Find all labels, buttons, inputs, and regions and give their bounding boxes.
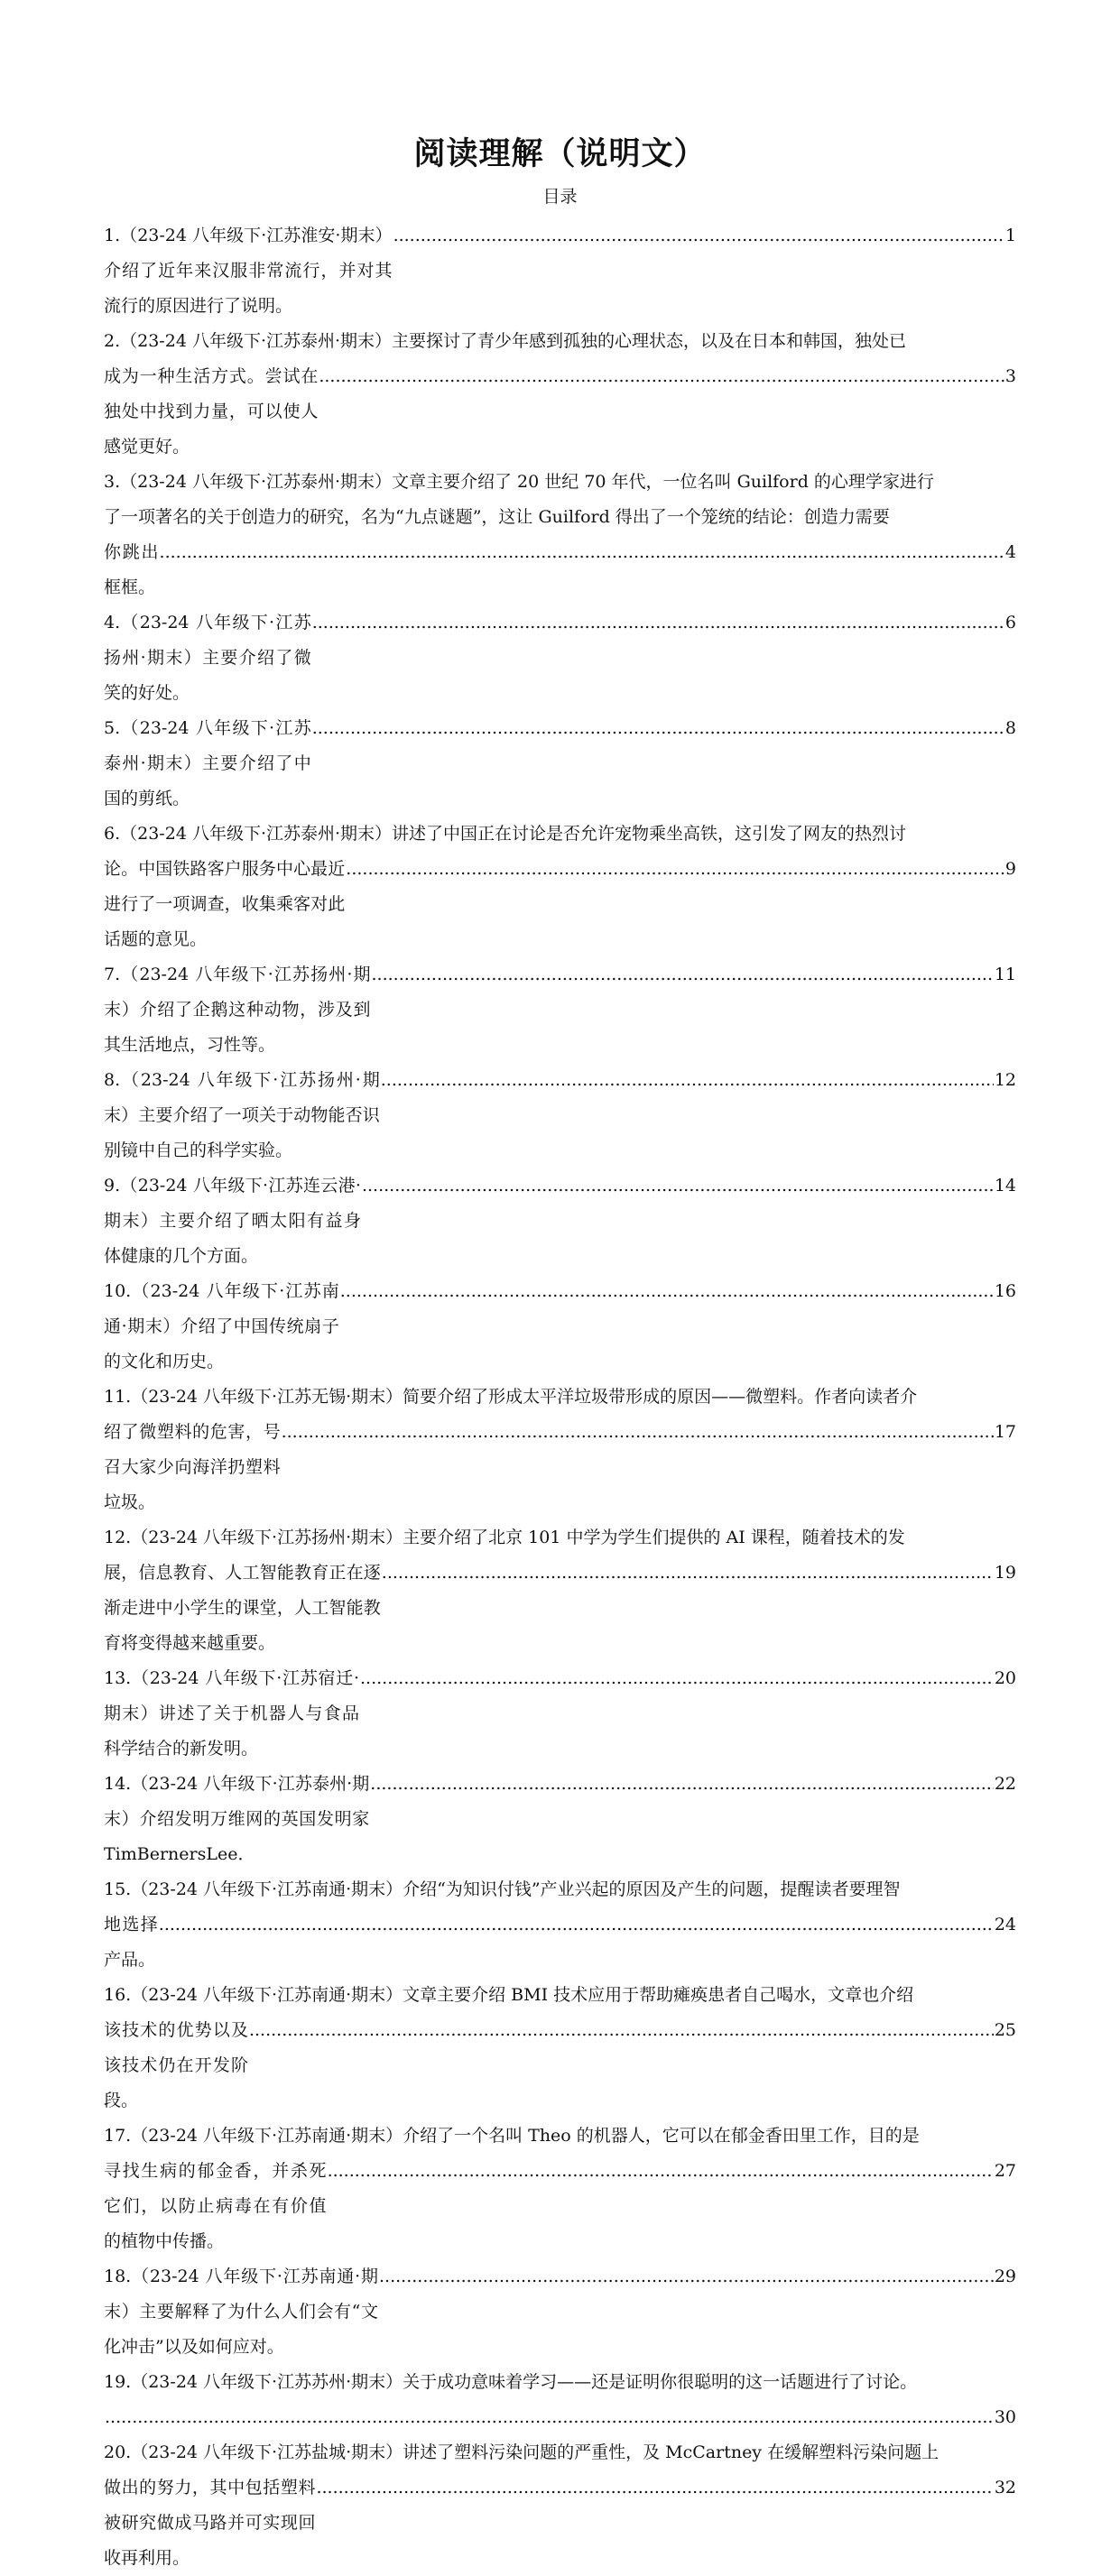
toc-entry-line: 15.（23-24 八年级下·江苏南通·期末）介绍“为知识付钱”产业兴起的原因及产生的问题，提醒读者要理智 xyxy=(104,1879,901,1899)
toc-entry[interactable] xyxy=(104,957,1016,1063)
dot-leader xyxy=(360,1661,994,1696)
toc-entry-text: 9.（23-24 八年级下·江苏连云港·期末）主要介绍了晒太阳有益身体健康的几个方面。 xyxy=(104,1168,361,1274)
toc-entry-text: 14.（23-24 八年级下·江苏泰州·期末）介绍发明万维网的英国发明家 TimBernersLee． xyxy=(104,1767,369,1872)
toc-entry[interactable] xyxy=(104,2119,1016,2259)
toc-page-number: 4 xyxy=(1004,542,1016,562)
toc-entry[interactable] xyxy=(104,1661,1016,1767)
toc-page-number: 22 xyxy=(994,1774,1016,1794)
toc-entry-text: 7.（23-24 八年级下·江苏扬州·期末）介绍了企鹅这种动物，涉及到其生活地点，习性等。 xyxy=(104,957,371,1063)
dot-leader xyxy=(312,605,1004,641)
toc-entry[interactable] xyxy=(104,1978,1016,2119)
dot-leader xyxy=(372,957,994,993)
dot-leader xyxy=(160,535,1004,570)
toc-page-number: 8 xyxy=(1004,718,1016,738)
toc-entry-line: 6.（23-24 八年级下·江苏泰州·期末）讲述了中国正在讨论是否允许宠物乘坐高铁，这引发了网友的热烈讨 xyxy=(104,824,907,844)
toc-entry-text: 4.（23-24 八年级下·江苏扬州·期末）主要介绍了微笑的好处。 xyxy=(104,605,311,711)
toc-page-number: 16 xyxy=(994,1281,1016,1301)
dot-leader xyxy=(362,1168,994,1204)
table-of-contents xyxy=(104,218,1016,2576)
toc-entry[interactable] xyxy=(104,605,1016,711)
toc-entry[interactable] xyxy=(104,1168,1016,1274)
toc-entry-text: 论。中国铁路客户服务中心最近进行了一项调查，收集乘客对此话题的意见。 xyxy=(104,852,345,957)
dot-leader xyxy=(105,2400,994,2435)
toc-page-number: 1 xyxy=(1004,226,1016,245)
toc-page-number: 17 xyxy=(994,1422,1016,1442)
toc-entry-text: 地选择产品。 xyxy=(104,1907,158,1978)
dot-leader xyxy=(328,2154,994,2189)
dot-leader xyxy=(370,1767,994,1802)
toc-entry-line: 20.（23-24 八年级下·江苏盐城·期末）讲述了塑料污染问题的严重性，及 McCartney 在缓解塑料污染问题上 xyxy=(104,2442,940,2462)
toc-entry[interactable] xyxy=(104,817,1016,957)
toc-page-number: 3 xyxy=(1004,366,1016,386)
toc-entry[interactable] xyxy=(104,1520,1016,1661)
toc-entry-text: 8.（23-24 八年级下·江苏扬州·期末）主要介绍了一项关于动物能否识别镜中自己的科学实验。 xyxy=(104,1063,380,1168)
toc-entry[interactable] xyxy=(104,2365,1016,2435)
toc-entry-line: 2.（23-24 八年级下·江苏泰州·期末）主要探讨了青少年感到孤独的心理状态，以及在日本和韩国，独处已 xyxy=(104,331,907,351)
dot-leader xyxy=(379,2259,994,2294)
toc-entry-text: 你跳出框框。 xyxy=(104,535,159,605)
dot-leader xyxy=(382,1556,994,1591)
toc-entry[interactable] xyxy=(104,1274,1016,1380)
dot-leader xyxy=(346,852,1004,887)
toc-entry-text: 5.（23-24 八年级下·江苏泰州·期末）主要介绍了中国的剪纸。 xyxy=(104,711,311,817)
toc-entry[interactable] xyxy=(104,1063,1016,1168)
toc-entry[interactable] xyxy=(104,2435,1016,2576)
toc-entry-line: 19.（23-24 八年级下·江苏苏州·期末）关于成功意味着学习——还是证明你很聪明的这一话题进行了讨论。 xyxy=(104,2372,918,2392)
toc-entry-text: 绍了微塑料的危害，号召大家少向海洋扔塑料垃圾。 xyxy=(104,1415,281,1520)
document-title: 阅读理解（说明文） xyxy=(413,135,707,172)
toc-page-number: 24 xyxy=(994,1915,1016,1934)
toc-entry-text: 1.（23-24 八年级下·江苏淮安·期末）介绍了近年来汉服非常流行，并对其流行的原因进行了说明。 xyxy=(104,218,393,324)
toc-entry-line: 3.（23-24 八年级下·江苏泰州·期末）文章主要介绍了 20 世纪 70 年代，一位名叫 Guilford 的心理学家进行 xyxy=(104,472,934,492)
toc-page-number: 9 xyxy=(1004,859,1016,879)
toc-page-number: 6 xyxy=(1004,613,1016,632)
toc-entry-text: 展，信息教育、人工智能教育正在逐渐走进中小学生的课堂，人工智能教育将变得越来越重要。 xyxy=(104,1556,381,1661)
toc-entry-text: 做出的努力，其中包括塑料被研究做成马路并可实现回收再利用。 xyxy=(104,2470,315,2576)
dot-leader xyxy=(159,1907,994,1943)
toc-entry-line: 了一项著名的关于创造力的研究，名为“九点谜题”，这让 Guilford 得出了一个笼统的结论：创造力需要 xyxy=(104,507,890,527)
toc-page-number: 27 xyxy=(994,2161,1016,2181)
toc-entry[interactable] xyxy=(104,324,1016,465)
toc-page-number: 25 xyxy=(994,2020,1016,2040)
toc-entry-line: 11.（23-24 八年级下·江苏无锡·期末）简要介绍了形成太平洋垃圾带形成的原因——微塑料。作者向读者介 xyxy=(104,1387,918,1407)
toc-page-number: 11 xyxy=(994,965,1016,984)
toc-entry-text: 该技术的优势以及该技术仍在开发阶段。 xyxy=(104,2013,248,2119)
toc-entry[interactable] xyxy=(104,218,1016,324)
dot-leader xyxy=(312,711,1004,746)
dot-leader xyxy=(249,2013,994,2048)
toc-page-number: 14 xyxy=(994,1176,1016,1196)
toc-entry[interactable] xyxy=(104,711,1016,817)
toc-page-number: 19 xyxy=(994,1563,1016,1583)
toc-entry-line: 16.（23-24 八年级下·江苏南通·期末）文章主要介绍 BMI 技术应用于帮助瘫痪患者自己喝水，文章也介绍 xyxy=(104,1985,914,2005)
dot-leader xyxy=(340,1274,994,1309)
toc-entry[interactable] xyxy=(104,465,1016,605)
toc-page-number: 20 xyxy=(994,1668,1016,1688)
toc-heading: 目录 xyxy=(542,187,578,207)
dot-leader xyxy=(393,218,1004,254)
dot-leader xyxy=(316,2470,993,2506)
toc-entry-line: 12.（23-24 八年级下·江苏扬州·期末）主要介绍了北京 101 中学为学生们提供的 AI 课程，随着技术的发 xyxy=(104,1528,905,1547)
toc-entry[interactable] xyxy=(104,2259,1016,2365)
toc-entry[interactable] xyxy=(104,1380,1016,1520)
toc-entry[interactable] xyxy=(104,1872,1016,1978)
toc-entry[interactable] xyxy=(104,1767,1016,1872)
toc-page-number: 12 xyxy=(994,1070,1016,1090)
toc-page-number: 32 xyxy=(994,2478,1016,2498)
toc-entry-text: 寻找生病的郁金香，并杀死它们，以防止病毒在有价值的植物中传播。 xyxy=(104,2154,327,2259)
toc-entry-text: 13.（23-24 八年级下·江苏宿迁·期末）讲述了关于机器人与食品科学结合的新发明。 xyxy=(104,1661,359,1767)
toc-page-number: 29 xyxy=(994,2267,1016,2286)
toc-entry-text: 18.（23-24 八年级下·江苏南通·期末）主要解释了为什么人们会有“文化冲击”以及如何应对。 xyxy=(104,2259,378,2365)
dot-leader xyxy=(319,359,1004,394)
toc-entry-line: 17.（23-24 八年级下·江苏南通·期末）介绍了一个名叫 Theo 的机器人，它可以在郁金香田里工作，目的是 xyxy=(104,2126,920,2146)
dot-leader xyxy=(282,1415,994,1450)
toc-entry-text: 10.（23-24 八年级下·江苏南通·期末）介绍了中国传统扇子的文化和历史。 xyxy=(104,1274,339,1380)
dot-leader xyxy=(381,1063,994,1098)
toc-page-number: 30 xyxy=(994,2407,1016,2427)
toc-entry-text: 成为一种生活方式。尝试在独处中找到力量，可以使人感觉更好。 xyxy=(104,359,318,465)
